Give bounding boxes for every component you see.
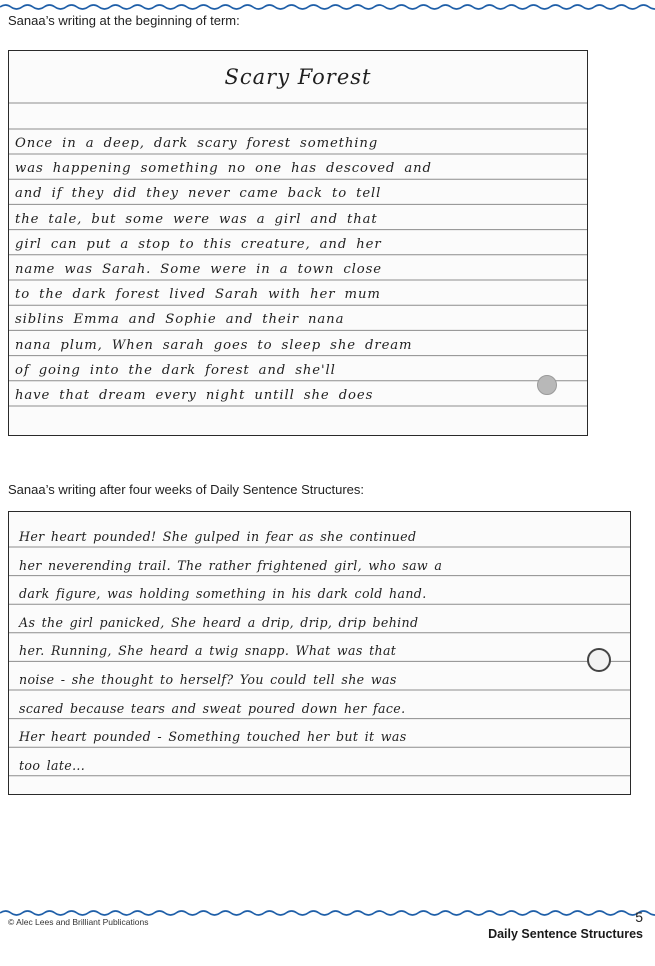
story-title: Scary Forest — [224, 65, 372, 89]
handwriting-line: nana plum, When sarah goes to sleep she dream — [15, 337, 413, 353]
handwriting-line: and if they did they never came back to tell — [15, 186, 382, 202]
top-wave-border — [0, 0, 655, 14]
handwriting-line: was happening something no one has descoved and — [15, 161, 432, 177]
handwriting-line: to the dark forest lived Sarah with her mum — [15, 287, 381, 303]
handwriting-line: girl can put a stop to this creature, and her — [15, 236, 382, 252]
punch-hole-icon — [537, 375, 557, 395]
handwriting-line: Her heart pounded - Something touched her but it was — [19, 729, 407, 745]
handwriting-line: her. Running, She heard a twig snapp. What was that — [19, 643, 397, 659]
handwriting-line: her neverending trail. The rather frightened girl, who saw a — [19, 557, 443, 573]
book-title: Daily Sentence Structures — [488, 927, 643, 941]
punch-hole-icon — [587, 648, 611, 672]
handwriting-line: too late... — [19, 757, 86, 773]
handwriting-line: have that dream every night untill she does — [15, 388, 374, 403]
handwriting-line: Once in a deep, dark scary forest something — [15, 136, 379, 151]
handwriting-line: scared because tears and sweat poured down her face. — [19, 700, 406, 716]
handwriting-line: As the girl panicked, She heard a drip, drip, drip behind — [19, 614, 419, 630]
writing-sample-before — [8, 50, 588, 436]
page-number: 5 — [635, 909, 643, 925]
handwriting-line: the tale, but some were was a girl and that — [15, 211, 378, 227]
caption-before: Sanaa’s writing at the beginning of term: — [8, 13, 240, 28]
handwriting-line: name was Sarah. Some were in a town close — [15, 262, 382, 277]
handwriting-line: of going into the dark forest and she'll — [15, 362, 336, 378]
handwriting-line: Her heart pounded! She gulped in fear as she continued — [19, 529, 417, 544]
writing-sample-after — [8, 511, 631, 795]
handwriting-line: siblins Emma and Sophie and their nana — [15, 312, 345, 328]
caption-after: Sanaa’s writing after four weeks of Daily Sentence Structures: — [8, 482, 364, 497]
handwriting-line: dark figure, was holding something in his dark cold hand. — [19, 586, 427, 602]
handwriting-line: noise - she thought to herself? You could tell she was — [19, 672, 397, 687]
copyright-credit: © Alec Lees and Brilliant Publications — [8, 917, 149, 927]
